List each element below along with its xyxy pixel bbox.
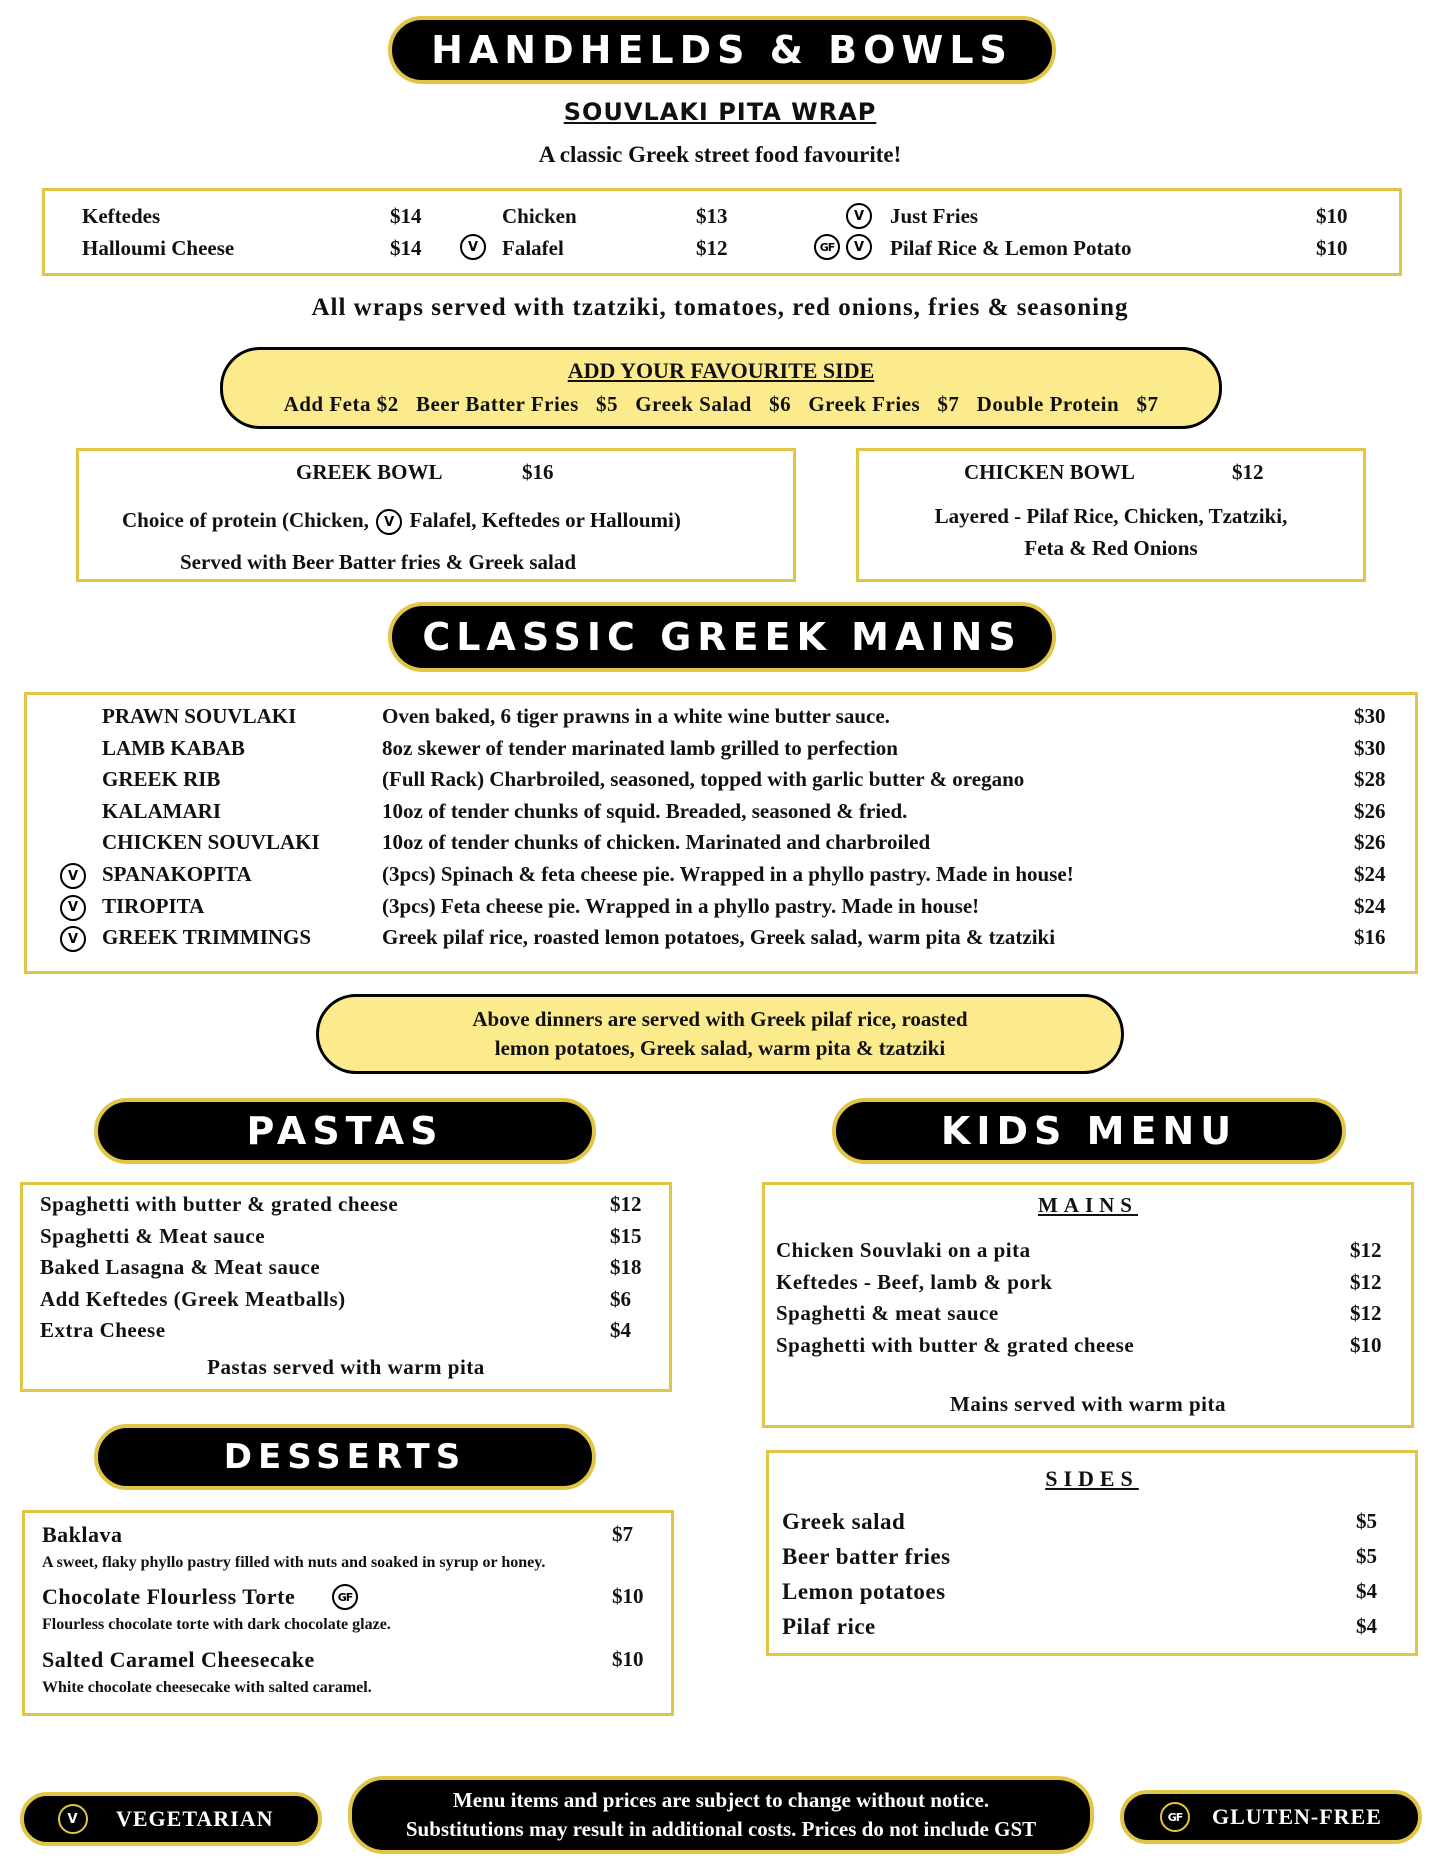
dinners-note-line2: lemon potatoes, Greek salad, warm pita & tzatziki xyxy=(494,1036,946,1060)
dessert-item-name: Salted Caramel Cheesecake xyxy=(42,1647,315,1672)
pasta-item-name: Spaghetti with butter & grated cheese xyxy=(40,1192,399,1216)
kids-side-item-price: $5 xyxy=(1356,1544,1377,1568)
greek-bowl-desc xyxy=(122,508,681,535)
vegetarian-legend-label: VEGETARIAN xyxy=(116,1806,274,1831)
main-item-desc: Greek pilaf rice, roasted lemon potatoes, Greek salad, warm pita & tzatziki xyxy=(382,925,1056,950)
wrap-price-just-fries: $10 xyxy=(1316,204,1348,228)
wraps-served-note: All wraps served with tzatziki, tomatoes, red onions, fries & seasoning xyxy=(311,294,1129,321)
dessert-item-price: $10 xyxy=(612,1647,644,1671)
pasta-item-name: Add Keftedes (Greek Meatballs) xyxy=(40,1286,346,1311)
pasta-item-price: $4 xyxy=(610,1318,631,1342)
main-item-price: $16 xyxy=(1354,925,1386,950)
main-item-price: $28 xyxy=(1354,767,1386,792)
dessert-item-price: $10 xyxy=(612,1584,644,1608)
main-item-name: PRAWN SOUVLAKI xyxy=(102,704,297,728)
kids-side-item-name: Greek salad xyxy=(782,1509,906,1534)
pasta-item-name: Extra Cheese xyxy=(40,1318,166,1342)
wrap-price-halloumi: $14 xyxy=(390,236,422,260)
mains-banner: CLASSIC GREEK MAINS xyxy=(388,602,1056,672)
main-item-price: $30 xyxy=(1354,735,1386,760)
main-item-name: GREEK RIB xyxy=(102,767,221,792)
wrap-option-chicken: Chicken xyxy=(502,204,577,228)
kids-side-item-name: Beer batter fries xyxy=(782,1544,951,1569)
vegetarian-icon: V xyxy=(846,203,872,229)
chicken-bowl-price: $12 xyxy=(1232,460,1264,484)
pasta-item-name: Spaghetti & Meat sauce xyxy=(40,1223,266,1248)
greek-bowl-desc-pre: Choice of protein (Chicken, xyxy=(122,508,369,532)
main-item-name: CHICKEN SOUVLAKI xyxy=(102,830,320,855)
main-item-name: LAMB KABAB xyxy=(102,735,245,760)
desserts-banner: DESSERTS xyxy=(94,1424,596,1490)
main-item-desc: 8oz skewer of tender marinated lamb grilled to perfection xyxy=(382,735,898,760)
dessert-item-name: Baklava xyxy=(42,1522,123,1547)
vegetarian-icon: V xyxy=(376,509,402,535)
add-side-title: ADD YOUR FAVOURITE SIDE xyxy=(567,358,875,383)
chicken-bowl-title: CHICKEN BOWL xyxy=(964,460,1135,484)
add-side-items: Add Feta $2 Beer Batter Fries $5 Greek Salad $6 Greek Fries $7 Double Protein $7 xyxy=(283,392,1159,416)
pastas-banner: PASTAS xyxy=(94,1098,596,1164)
kids-main-item-name: Keftedes - Beef, lamb & pork xyxy=(776,1269,1053,1294)
add-side-pill xyxy=(220,347,1222,429)
dinners-note-pill xyxy=(316,994,1124,1074)
pasta-item-price: $18 xyxy=(610,1255,642,1279)
pasta-item-price: $6 xyxy=(610,1286,631,1311)
wrap-price-pilaf: $10 xyxy=(1316,236,1348,260)
dessert-item-desc: A sweet, flaky phyllo pastry filled with nuts and soaked in syrup or honey. xyxy=(42,1554,546,1571)
kids-side-item-price: $5 xyxy=(1356,1509,1377,1533)
main-item-name: SPANAKOPITA xyxy=(102,862,252,886)
dessert-item-price: $7 xyxy=(612,1522,633,1546)
notice-line2: Substitutions may result in additional costs. Prices do not include GST xyxy=(405,1817,1037,1841)
wrap-price-falafel: $12 xyxy=(696,236,728,260)
greek-bowl-title: GREEK BOWL xyxy=(296,460,443,484)
vegetarian-icon: V xyxy=(60,863,86,889)
greek-bowl-served: Served with Beer Batter fries & Greek salad xyxy=(180,550,577,574)
main-item-desc: 10oz of tender chunks of chicken. Marinated and charbroiled xyxy=(382,830,931,855)
main-item-price: $24 xyxy=(1354,893,1386,918)
kids-banner: KIDS MENU xyxy=(832,1098,1346,1164)
vegetarian-icon: V xyxy=(846,234,872,260)
main-item-price: $26 xyxy=(1354,830,1386,855)
main-item-price: $24 xyxy=(1354,862,1386,886)
vegetarian-legend xyxy=(20,1792,322,1846)
kids-side-item-price: $4 xyxy=(1356,1579,1377,1603)
kids-main-item-price: $12 xyxy=(1350,1269,1382,1294)
main-item-desc: (Full Rack) Charbroiled, seasoned, topped with garlic butter & oregano xyxy=(382,767,1025,792)
main-item-desc: (3pcs) Feta cheese pie. Wrapped in a phyllo pastry. Made in house! xyxy=(382,893,980,918)
main-item-name: TIROPITA xyxy=(102,893,205,918)
gluten-free-icon: GF xyxy=(814,234,840,260)
kids-side-item-name: Pilaf rice xyxy=(782,1614,876,1639)
main-item-price: $30 xyxy=(1354,704,1386,728)
dessert-item-desc: Flourless chocolate torte with dark chocolate glaze. xyxy=(42,1616,391,1633)
vegetarian-icon: V xyxy=(58,1804,88,1834)
kids-sides-title: SIDES xyxy=(1045,1466,1139,1491)
wrap-price-keftedes: $14 xyxy=(390,204,422,228)
vegetarian-icon: V xyxy=(460,234,486,260)
kids-side-item-price: $4 xyxy=(1356,1614,1377,1638)
main-item-desc: Oven baked, 6 tiger prawns in a white wine butter sauce. xyxy=(382,704,890,728)
main-item-name: GREEK TRIMMINGS xyxy=(102,925,312,950)
handhelds-banner: HANDHELDS & BOWLS xyxy=(388,16,1056,84)
greek-bowl-desc-post: Falafel, Keftedes or Halloumi) xyxy=(409,508,681,532)
kids-main-item-name: Chicken Souvlaki on a pita xyxy=(776,1238,1031,1262)
pasta-item-price: $12 xyxy=(610,1192,642,1216)
kids-main-item-name: Spaghetti & meat sauce xyxy=(776,1301,999,1325)
pasta-item-price: $15 xyxy=(610,1223,642,1248)
greek-bowl-price: $16 xyxy=(522,460,554,484)
wrap-title: SOUVLAKI PITA WRAP xyxy=(563,98,877,126)
vegetarian-icon: V xyxy=(60,895,86,921)
pastas-note: Pastas served with warm pita xyxy=(207,1355,485,1379)
pasta-item-name: Baked Lasagna & Meat sauce xyxy=(40,1255,321,1279)
wrap-options-box xyxy=(42,188,1402,276)
main-item-desc: (3pcs) Spinach & feta cheese pie. Wrapped in a phyllo pastry. Made in house! xyxy=(382,862,1074,886)
wrap-option-pilaf: Pilaf Rice & Lemon Potato xyxy=(890,236,1132,260)
gluten-free-icon: GF xyxy=(1160,1802,1190,1832)
gluten-free-legend-label: GLUTEN-FREE xyxy=(1212,1804,1382,1829)
wrap-price-chicken: $13 xyxy=(696,204,728,228)
gluten-free-icon: GF xyxy=(332,1584,358,1610)
wrap-subtitle: A classic Greek street food favourite! xyxy=(538,142,902,167)
kids-main-item-price: $10 xyxy=(1350,1332,1382,1357)
chicken-bowl-line1: Layered - Pilaf Rice, Chicken, Tzatziki, xyxy=(934,504,1288,528)
main-item-name: KALAMARI xyxy=(102,798,221,823)
kids-mains-note: Mains served with warm pita xyxy=(950,1392,1226,1416)
main-item-desc: 10oz of tender chunks of squid. Breaded, seasoned & fried. xyxy=(382,798,908,823)
kids-main-item-name: Spaghetti with butter & grated cheese xyxy=(776,1332,1135,1357)
dinners-note-line1: Above dinners are served with Greek pilaf rice, roasted xyxy=(472,1007,968,1031)
notice-line1: Menu items and prices are subject to change without notice. xyxy=(452,1788,990,1812)
wrap-option-just-fries: Just Fries xyxy=(890,204,979,228)
gluten-free-legend xyxy=(1120,1790,1422,1844)
kids-main-item-price: $12 xyxy=(1350,1301,1382,1325)
main-item-price: $26 xyxy=(1354,798,1386,823)
notice-banner xyxy=(348,1776,1094,1854)
chicken-bowl-line2: Feta & Red Onions xyxy=(1024,536,1198,560)
wrap-option-keftedes: Keftedes xyxy=(82,204,161,228)
vegetarian-icon: V xyxy=(60,926,86,952)
dessert-item-name: Chocolate Flourless Torte xyxy=(42,1584,296,1609)
kids-main-item-price: $12 xyxy=(1350,1238,1382,1262)
wrap-option-halloumi: Halloumi Cheese xyxy=(82,236,235,260)
kids-mains-title: MAINS xyxy=(1037,1193,1138,1217)
dessert-item-desc: White chocolate cheesecake with salted caramel. xyxy=(42,1679,372,1696)
kids-side-item-name: Lemon potatoes xyxy=(782,1579,946,1604)
wrap-option-falafel: Falafel xyxy=(502,236,564,260)
